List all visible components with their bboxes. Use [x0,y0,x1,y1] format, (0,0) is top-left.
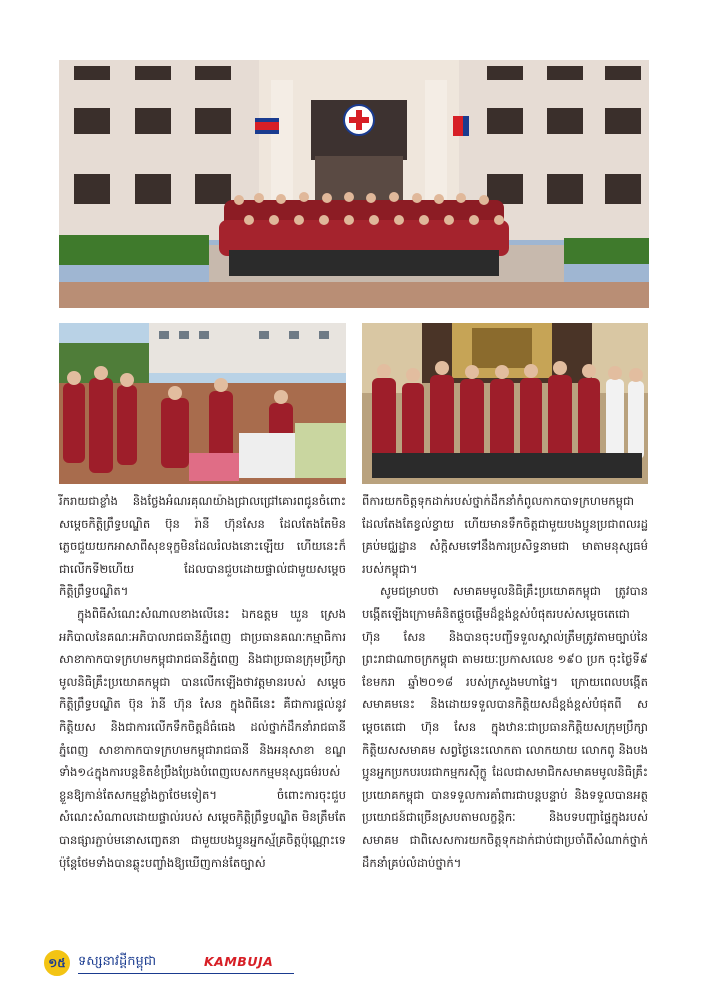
top-group-photo [59,60,649,308]
magazine-name-khmer: ទស្សនាវដ្តីកម្ពុជា [78,954,157,969]
footer-divider [78,973,294,974]
article-paragraph: ក្នុងពិធីសំណេះសំណាលខាងលើនេះ ឯកឧត្តម ឃួន ស្រេង អភិបាលនៃគណៈអភិបាលរាជធានីភ្នំពេញ ជាប្រធានគណៈកម្មាធិការសាខាកាកបាទក្រហមកម្ពុជារាជធានីភ្នំពេញ និងជាប្រធានក្រុមប្រឹក្សាមូលនិធិគ្រឹះប្រយោគកម្ពុជា បានលើកឡើងថាវត្តមានរបស់ សម្តេចកិត្តិព្រឹទ្ធបណ្ឌិត ប៊ុន រ៉ានី ហ៊ុន សែន ក្នុងពិធីនេះ គឺជាការផ្តល់នូវកិត្តិយស និងជាការលើកទឹកចិត្តដ៏ធំធេង ដល់ថ្នាក់ដឹកនាំរាជធានីភ្នំពេញ សាខាកាកបាទក្រហមកម្ពុជារាជធានី និងអនុសាខា ខណ្ឌទាំង១៤ក្នុងការបន្តខិតខំប្រឹងប្រែងបំពេញបេសកកម្មមនុស្សធម៌របស់ខ្លួនឱ្យកាន់តែសកម្មខ្លាំងក្លាថែមទៀត។ ចំពោះការចុះជួបសំណេះសំណាលដោយផ្ទាល់របស់ សម្តេចកិត្តិព្រឹទ្ធបណ្ឌិត មិនត្រឹមតែបានផ្សារភ្ជាប់មនោសញ្ចេតនា ជាមួយបងប្អូនអ្នកស្ម័គ្រចិត្តប៉ុណ្ណោះទេ ប៉ុន្តែថែមទាំងបានឆ្លុះបញ្ចាំងឱ្យឃើញកាន់តែច្បាស់ [59,606,346,870]
article-column-left [59,490,346,874]
article-column-right [362,490,648,874]
article-paragraph: ពីការយកចិត្តទុកដាក់របស់ថ្នាក់ដឹកនាំកំពូលកាកបាទក្រហមកម្ពុជា ដែលតែងតែខ្វល់ខ្វាយ ហើយមានទឹកចិត្តជាមួយបងប្អូនប្រជាពលរដ្ឋគ្រប់មជ្ឈដ្ឋាន សំក្តិសមទៅនឹងការប្រសិទ្ធនាមជា មាតាមនុស្សធម៌ របស់កម្ពុជា។ [362,494,648,576]
article-paragraph: រីករាយជាខ្លាំង និងថ្លែងអំណរគុណយ៉ាងជ្រាលជ្រៅគោរពជូនចំពោះ សម្តេចកិត្តិព្រឹទ្ធបណ្ឌិត ប៊ុន រ៉ានី ហ៊ុនសែន ដែលតែងតែមិនភ្លេចជួយយកអាសាពីសុខទុក្ខមិនដែលរំលងនោះឡើយ ហើយនេះក៏ជាលើកទី២ហើយ ដែលបានជួបដោយផ្ទាល់ជាមួយសម្តេចកិត្តិព្រឹទ្ធបណ្ឌិត។ [59,494,346,599]
article-paragraph: សូមជម្រាបថា សមាគមមូលនិធិគ្រឹះប្រយោគកម្ពុជា ត្រូវបានបង្កើតឡើងក្រោមគំនិតផ្តួចផ្តើមដ៏ខ្ពង់ខ្ពស់បំផុតរបស់សម្តេចតេជោ ហ៊ុន សែន និងបានចុះបញ្ជីទទួលស្គាល់ត្រឹមត្រូវតាមច្បាប់នៃព្រះរាជាណាចក្រកម្ពុជា តាមរយៈប្រកាសលេខ ១៩០ ប្រក ចុះថ្ងៃទី៩ ខែមករា ឆ្នាំ២០១៨ របស់ក្រសួងមហាផ្ទៃ។ ក្រោយពេលបង្កើតសមាគមនេះ និងដោយទទួលបានកិត្តិយសដ៏ខ្ពង់ខ្ពស់បំផុតពី សម្តេចតេជោ ហ៊ុន សែន ក្នុងឋានៈជាប្រធានកិត្តិយសក្រុមប្រឹក្សាកិត្តិយសសមាគម សព្វថ្ងៃនេះលោកតា លោកយាយ លោកពូ និងបងប្អូនអ្នកប្រកបរបរជាកម្មករស៊ីក្លូ ដែលជាសមាជិកសមាគមមូលនិធិគ្រឹះប្រយោគកម្ពុជា បានទទួលការគាំពារជាបន្តបន្ទាប់ និងទទួលបានអត្ថប្រយោជន៍ជាច្រើនស្របតាមលក្ខន្តិកៈ និងបទបញ្ជាផ្ទៃក្នុងរបស់សមាគម ជាពិសេសការយកចិត្តទុកដាក់ជាប់ជាប្រចាំពីសំណាក់ថ្នាក់ដឹកនាំគ្រប់លំដាប់ថ្នាក់។ [362,584,648,870]
page-number: ១៥ [44,950,70,976]
page-footer [44,950,284,974]
magazine-name-english: KAMBUJA [204,954,274,969]
indoor-group-photo [362,323,648,484]
volunteers-photo [59,323,346,484]
